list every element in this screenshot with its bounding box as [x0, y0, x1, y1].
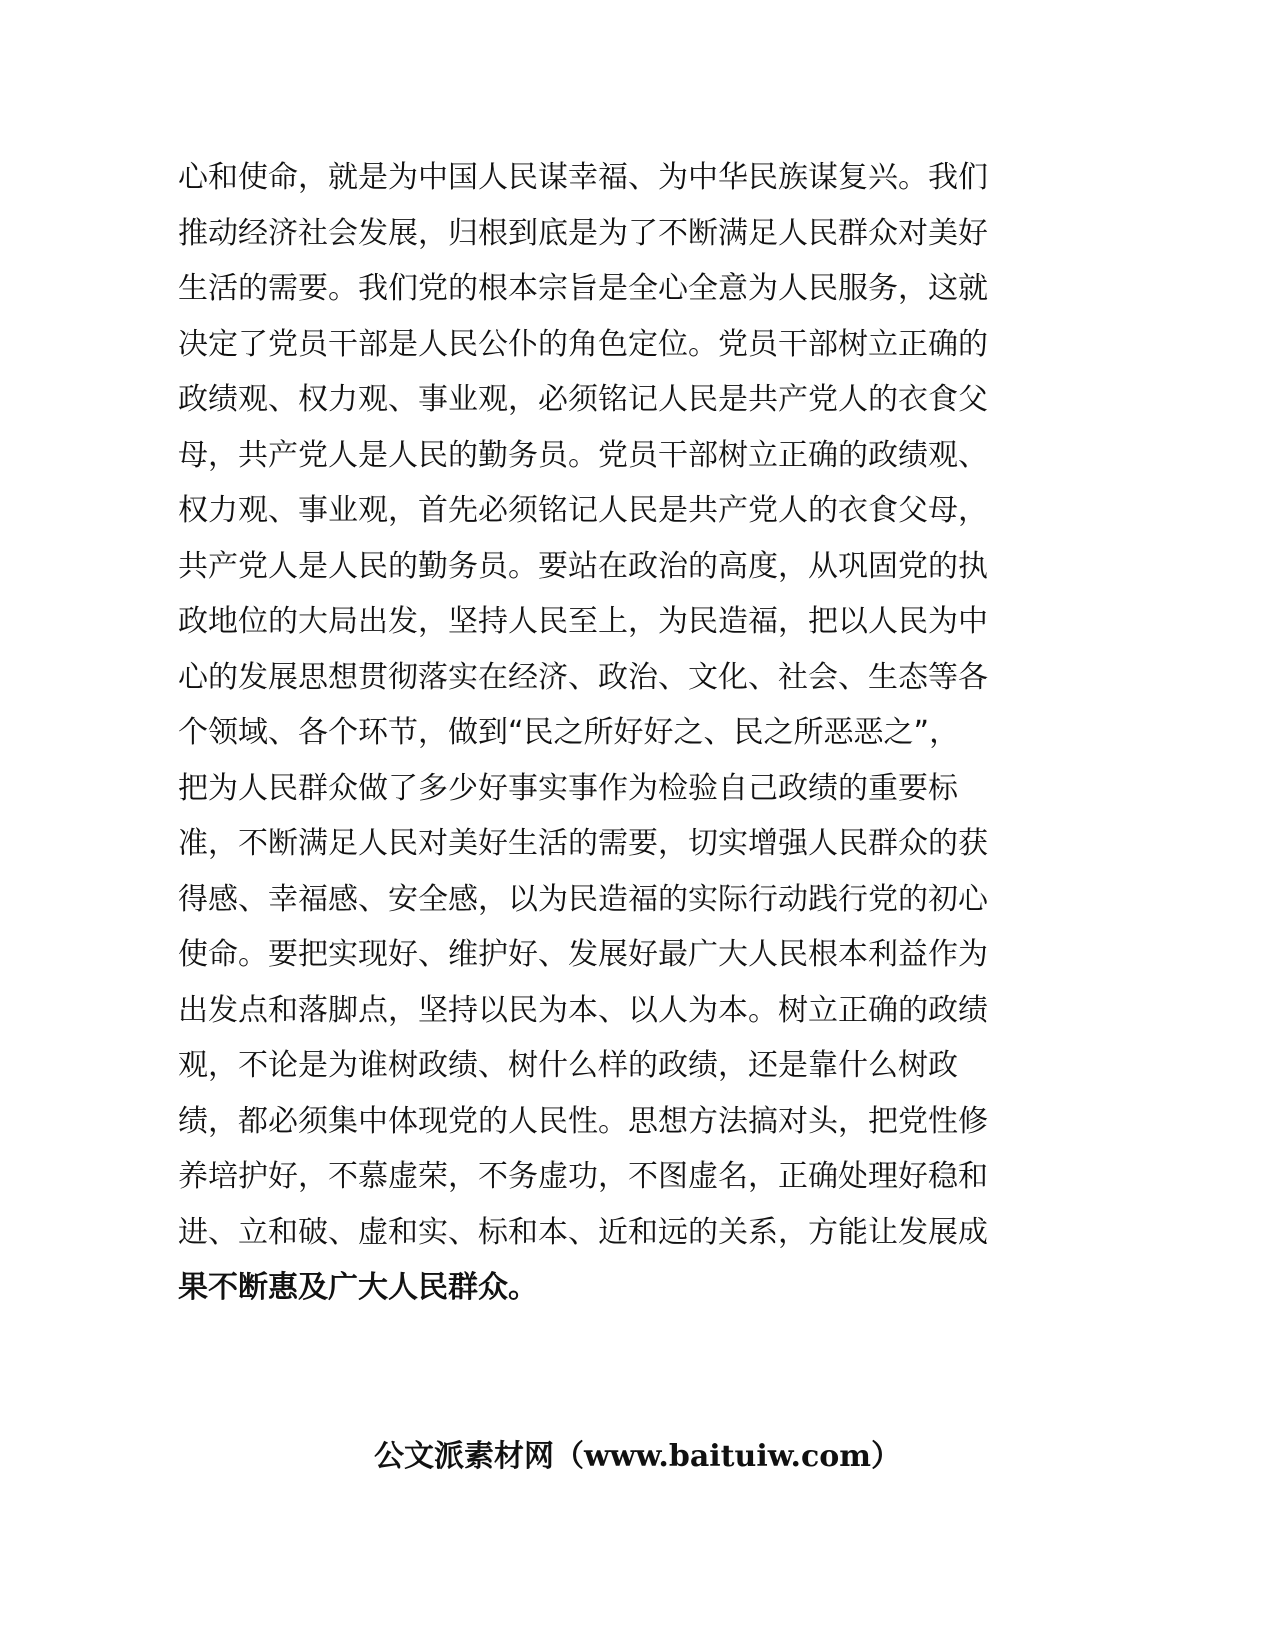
text-line-10: 心的发展思想贯彻落实在经济、政治、文化、社会、生态等各	[178, 659, 988, 695]
text-line-18: 绩，都必须集中体现党的人民性。思想方法搞对头，把党性修	[178, 1103, 988, 1139]
text-line-2: 推动经济社会发展，归根到底是为了不断满足人民群众对美好	[178, 215, 988, 251]
text-line-14: 得感、幸福感、安全感，以为民造福的实际行动践行党的初心	[178, 881, 988, 917]
text-line-19: 养培护好，不慕虚荣，不务虚功，不图虚名，正确处理好稳和	[178, 1159, 988, 1194]
text-line-15: 使命。要把实现好、维护好、发展好最广大人民根本利益作为	[178, 937, 988, 972]
text-line-20: 进、立和破、虚和实、标和本、近和远的关系，方能让发展成	[178, 1214, 988, 1250]
text-line-5: 政绩观、权力观、事业观，必须铭记人民是共产党人的衣食父	[178, 382, 988, 417]
text-line-12: 把为人民群众做了多少好事实事作为检验自己政绩的重要标	[178, 770, 958, 806]
text-line-17: 观，不论是为谁树政绩、树什么样的政绩，还是靠什么树政	[178, 1048, 958, 1083]
text-line-21: 果不断惠及广大人民群众。	[178, 1270, 538, 1305]
text-line-7: 权力观、事业观，首先必须铭记人民是共产党人的衣食父母，	[178, 493, 988, 528]
text-line-6: 母，共产党人是人民的勤务员。党员干部树立正确的政绩观、	[178, 437, 988, 473]
text-line-16: 出发点和落脚点，坚持以民为本、以人为本。树立正确的政绩	[178, 992, 988, 1028]
text-line-1: 心和使命，就是为中国人民谋幸福、为中华民族谋复兴。我们	[178, 160, 988, 195]
text-line-8: 共产党人是人民的勤务员。要站在政治的高度，从巩固党的执	[178, 548, 988, 584]
footer-source-note: 公文派素材网（www.baituiw.com）	[373, 1439, 902, 1474]
body-paragraph	[178, 150, 1048, 1316]
text-line-3: 生活的需要。我们党的根本宗旨是全心全意为人民服务，这就	[178, 271, 988, 306]
text-line-4: 决定了党员干部是人民公仆的角色定位。党员干部树立正确的	[178, 326, 988, 362]
text-line-9: 政地位的大局出发，坚持人民至上，为民造福，把以人民为中	[178, 604, 988, 639]
text-line-13: 准，不断满足人民对美好生活的需要，切实增强人民群众的获	[178, 826, 988, 861]
text-line-11: 个领域、各个环节，做到“民之所好好之、民之所恶恶之”，	[178, 715, 960, 750]
